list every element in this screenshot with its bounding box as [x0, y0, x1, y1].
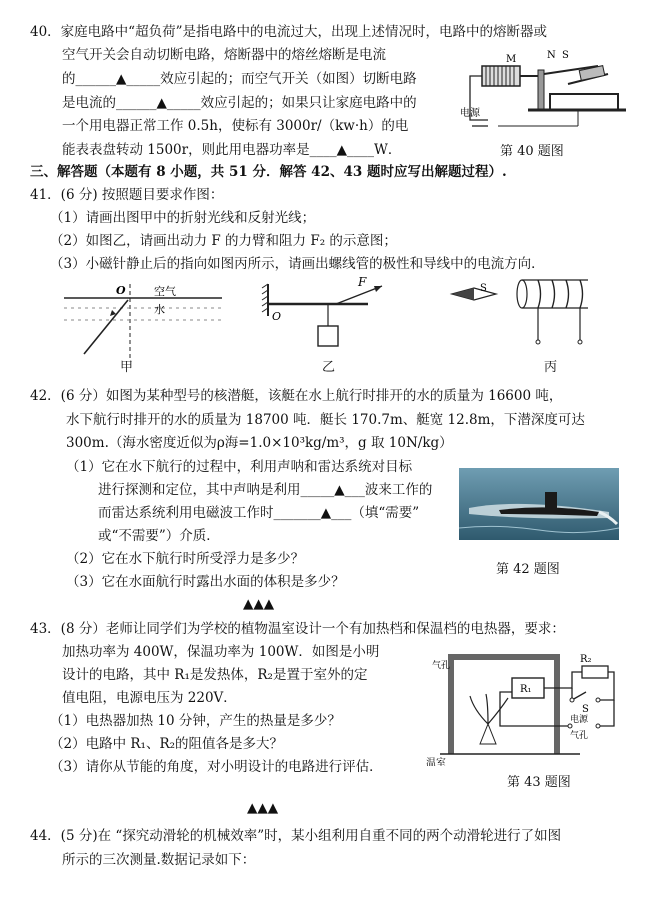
fig-a-caption: 甲	[120, 360, 134, 375]
q43-line3: 设计的电路，其中 R₁是发热体，R₂是置于室外的定	[62, 667, 368, 683]
fig-a-label-o: O	[116, 284, 126, 297]
q42-part3: （3）它在水面航行时露出水面的体积是多少？	[66, 574, 345, 590]
q43-part3: （3）请你从节能的角度，对小明设计的电路进行评估．	[50, 759, 383, 775]
refraction-figure	[64, 282, 224, 362]
q40-line1: 40．家庭电路中“超负荷”是指电路中的电流过大，出现上述情况时，电路中的熔断器或	[30, 24, 547, 40]
fig-b-caption: 乙	[322, 360, 336, 375]
q40-caption: 第 40 题图	[500, 144, 564, 159]
q42-part1a: （1）它在水下航行的过程中，利用声呐和雷达系统对目标	[66, 459, 413, 475]
fig43-label-r2: R₂	[580, 654, 592, 665]
q42-part1c: 而雷达系统利用电磁波工作时_______▲___（填“需要”	[98, 505, 420, 521]
fig-a-label-water: 水	[154, 303, 165, 316]
q40-line4: 是电流的______▲_____效应引起的；如果只让家庭电路中的	[62, 95, 417, 111]
q41-part3: （3）小磁针静止后的指向如图丙所示，请画出螺线管的极性和导线中的电流方向．	[50, 256, 545, 272]
fig40-label-n: N	[547, 50, 556, 61]
fig43-label-power: 电源	[570, 715, 589, 725]
q41-part1: （1）请画出图甲中的折射光线和反射光线；	[50, 210, 316, 226]
q40-line6: 能表表盘转动 1500r，则此用电器功率是____▲____W．	[62, 142, 402, 158]
q42-part2: （2）它在水下航行时所受浮力是多少？	[66, 551, 305, 567]
q42-caption: 第 42 题图	[496, 562, 560, 577]
fig-b-label-f: F	[358, 276, 367, 289]
q40-line5: 一个用电器正常工作 0.5h，使标有 3000r/（kw·h）的电	[62, 118, 409, 134]
solenoid-figure	[448, 274, 608, 354]
q43-part2: （2）电路中 R₁、R₂的阻值各是多大？	[50, 736, 284, 752]
lever-figure	[258, 276, 408, 356]
q43-line4: 值电阻，电源电压为 220V．	[62, 690, 237, 706]
q44-line2: 所示的三次测量.数据记录如下：	[62, 852, 256, 868]
q40-line3: 的______▲_____效应引起的；而空气开关（如图）切断电路	[62, 71, 417, 87]
q42-line3: 300m.（海水密度近似为ρ海=1.0×10³kg/m³，g 取 10N/kg）	[66, 435, 453, 451]
q41-part2: （2）如图乙，请画出动力 F 的力臂和阻力 F₂ 的示意图；	[50, 233, 397, 249]
greenhouse-circuit-figure	[420, 644, 620, 766]
q43-end-marks: ▲▲▲	[247, 800, 279, 816]
submarine-photo	[459, 468, 619, 540]
q42-part1b: 进行探测和定位，其中声呐是利用_____▲___波来工作的	[98, 482, 433, 498]
fig43-label-s: S	[582, 704, 589, 715]
fig43-hole-left: 气孔	[432, 661, 451, 671]
fig-c-caption: 丙	[544, 360, 558, 375]
fig43-label-r1: R₁	[520, 684, 532, 695]
fig40-label-m: M	[506, 54, 517, 65]
q41-title: 41．(6 分) 按照题目要求作图：	[30, 187, 224, 203]
fig-b-label-o: O	[272, 310, 282, 323]
section3-heading: 三、解答题（本题有 8 小题，共 51 分．解答 42、43 题时应写出解题过程）.	[30, 164, 507, 180]
fig40-power-label: 电源	[460, 108, 480, 119]
q42-line2: 水下航行时排开的水的质量为 18700 吨．艇长 170.7m、艇宽 12.8m，下潜深度可达	[66, 412, 585, 428]
q42-part1d: 或“不需要”）介质．	[98, 528, 220, 544]
q43-line2: 加热功率为 400W，保温功率为 100W．如图是小明	[62, 644, 380, 660]
fig-c-label-s: S	[480, 283, 487, 294]
fig40-label-s: S	[562, 50, 569, 61]
air-switch-figure	[458, 44, 628, 136]
fig-a-label-air: 空气	[154, 285, 176, 298]
fig43-hole-right: 气孔	[570, 731, 589, 741]
q40-line2: 空气开关会自动切断电路，熔断器中的熔丝熔断是电流	[62, 47, 386, 63]
q43-line1: 43．(8 分）老师让同学们为学校的植物温室设计一个有加热档和保温档的电热器，要求：	[30, 621, 565, 637]
fig43-room-label: 温室	[426, 758, 446, 766]
q42-end-marks: ▲▲▲	[243, 596, 275, 612]
q43-part1: （1）电热器加热 10 分钟，产生的热量是多少？	[50, 713, 341, 729]
q42-line1: 42．(6 分）如图为某种型号的核潜艇，该艇在水上航行时排开的水的质量为 16600 吨，	[30, 388, 563, 404]
q44-line1: 44．(5 分)在 “探究动滑轮的机械效率”时，某小组利用自重不同的两个动滑轮进行了如图	[30, 828, 562, 844]
q43-caption: 第 43 题图	[507, 775, 571, 790]
